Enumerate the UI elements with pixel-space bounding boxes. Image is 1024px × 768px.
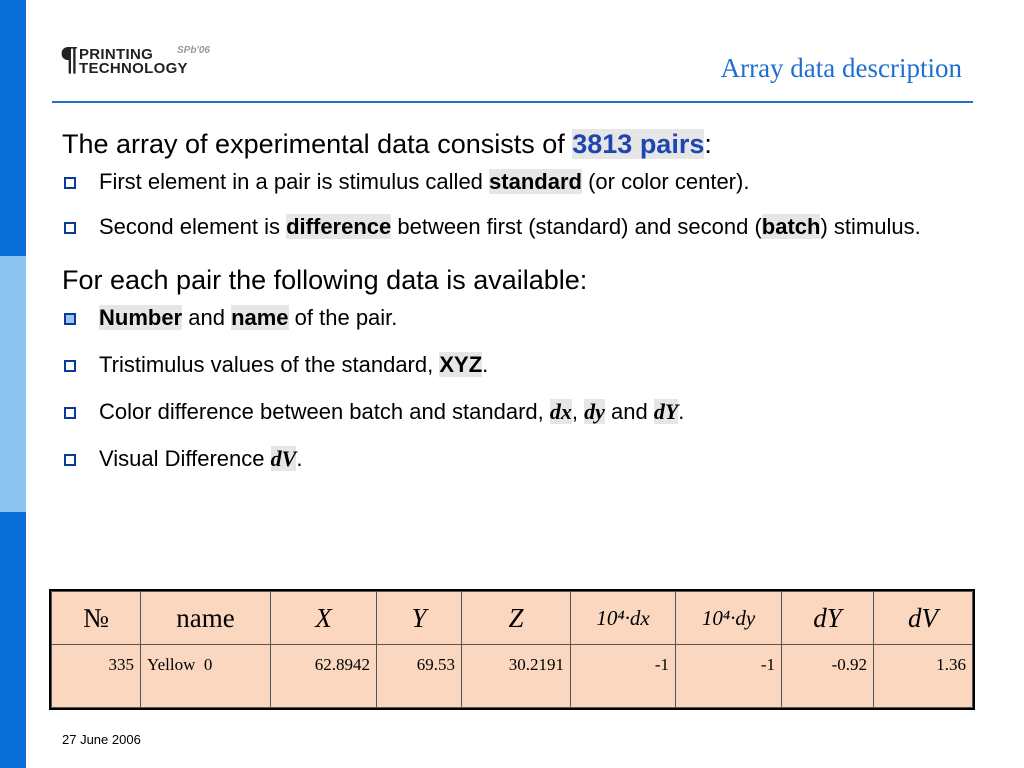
cell-number: 335 <box>52 645 141 708</box>
bullet-text: First element in a pair is stimulus called <box>99 169 490 194</box>
list-item <box>62 165 972 198</box>
table-header-row <box>52 592 973 645</box>
bullet-list-1 <box>62 165 972 243</box>
term-difference: difference <box>286 214 392 239</box>
bullet-text: . <box>678 399 685 424</box>
col-header-dV: dV <box>874 592 973 645</box>
bullet-text: Visual Difference <box>99 446 271 471</box>
logo-line-2: TECHNOLOGY <box>79 60 188 77</box>
left-bar-segment-top <box>0 0 26 256</box>
list-item <box>62 210 972 243</box>
term-dY: dY <box>653 399 679 424</box>
term-dx: dx <box>549 399 572 424</box>
col-header-x: X <box>271 592 377 645</box>
square-bullet-icon <box>64 177 76 189</box>
term-number: Number <box>99 305 183 330</box>
term-dV: dV <box>270 446 297 471</box>
square-bullet-icon <box>64 407 76 419</box>
term-dy: dy <box>584 399 605 424</box>
col-header-dY: dY <box>782 592 874 645</box>
term-batch: batch <box>761 214 821 239</box>
square-bullet-icon <box>64 313 76 325</box>
pair-data-table <box>51 591 973 708</box>
slide-content <box>62 125 972 475</box>
logo-line-1: PRINTING <box>79 46 154 63</box>
square-bullet-icon <box>64 360 76 372</box>
col-header-dx: 10⁴·dx <box>571 592 676 645</box>
bullet-text: Color difference between batch and standard, <box>99 399 550 424</box>
slide-title: Array data description <box>720 53 962 83</box>
col-header-dy: 10⁴·dy <box>676 592 782 645</box>
bullet-text: , <box>571 399 585 424</box>
square-bullet-icon <box>64 222 76 234</box>
col-header-y: Y <box>377 592 462 645</box>
square-bullet-icon <box>64 454 76 466</box>
intro-prefix: The array of experimental data consists of <box>62 129 573 159</box>
intro-suffix: : <box>704 129 712 159</box>
list-item <box>62 395 972 428</box>
bullet-text: of the pair. <box>288 305 398 330</box>
cell-dV: 1.36 <box>874 645 973 708</box>
bullet-text: . <box>482 352 489 377</box>
term-standard: standard <box>489 169 582 194</box>
title-divider <box>52 101 973 103</box>
pairs-count-highlight: 3813 pairs <box>572 129 705 159</box>
footer-date: 27 June 2006 <box>62 732 141 747</box>
col-header-number: № <box>52 592 141 645</box>
col-header-name: name <box>141 592 271 645</box>
bullet-text: Tristimulus values of the standard, <box>99 352 440 377</box>
logo-pilcrow-icon: ¶ <box>60 40 79 77</box>
cell-x: 62.8942 <box>271 645 377 708</box>
cell-y: 69.53 <box>377 645 462 708</box>
bullet-text: . <box>296 446 303 471</box>
list-item <box>62 301 972 334</box>
left-accent-bar <box>0 0 26 768</box>
cell-dx: -1 <box>571 645 676 708</box>
intro-heading <box>62 125 972 163</box>
cell-name: Yellow 0 <box>141 645 271 708</box>
table-row <box>52 645 973 708</box>
list-item <box>62 442 972 475</box>
bullet-text: ) stimulus. <box>820 214 921 239</box>
left-bar-segment-middle <box>0 256 26 512</box>
cell-z: 30.2191 <box>462 645 571 708</box>
col-header-z: Z <box>462 592 571 645</box>
logo-tag: SPb'06 <box>177 45 210 56</box>
data-heading: For each pair the following data is available: <box>62 265 588 295</box>
list-item <box>62 348 972 381</box>
term-name: name <box>231 305 289 330</box>
bullet-text: and <box>604 399 654 424</box>
bullet-text: Second element is <box>99 214 287 239</box>
bullet-text: and <box>182 305 232 330</box>
bullet-text: (or color center). <box>581 169 750 194</box>
cell-dY: -0.92 <box>782 645 874 708</box>
printing-technology-logo <box>60 40 225 78</box>
bullet-list-2 <box>62 301 972 475</box>
cell-dy: -1 <box>676 645 782 708</box>
term-xyz: XYZ <box>439 352 483 377</box>
left-bar-segment-bottom <box>0 512 26 768</box>
bullet-text: between first (standard) and second ( <box>391 214 762 239</box>
